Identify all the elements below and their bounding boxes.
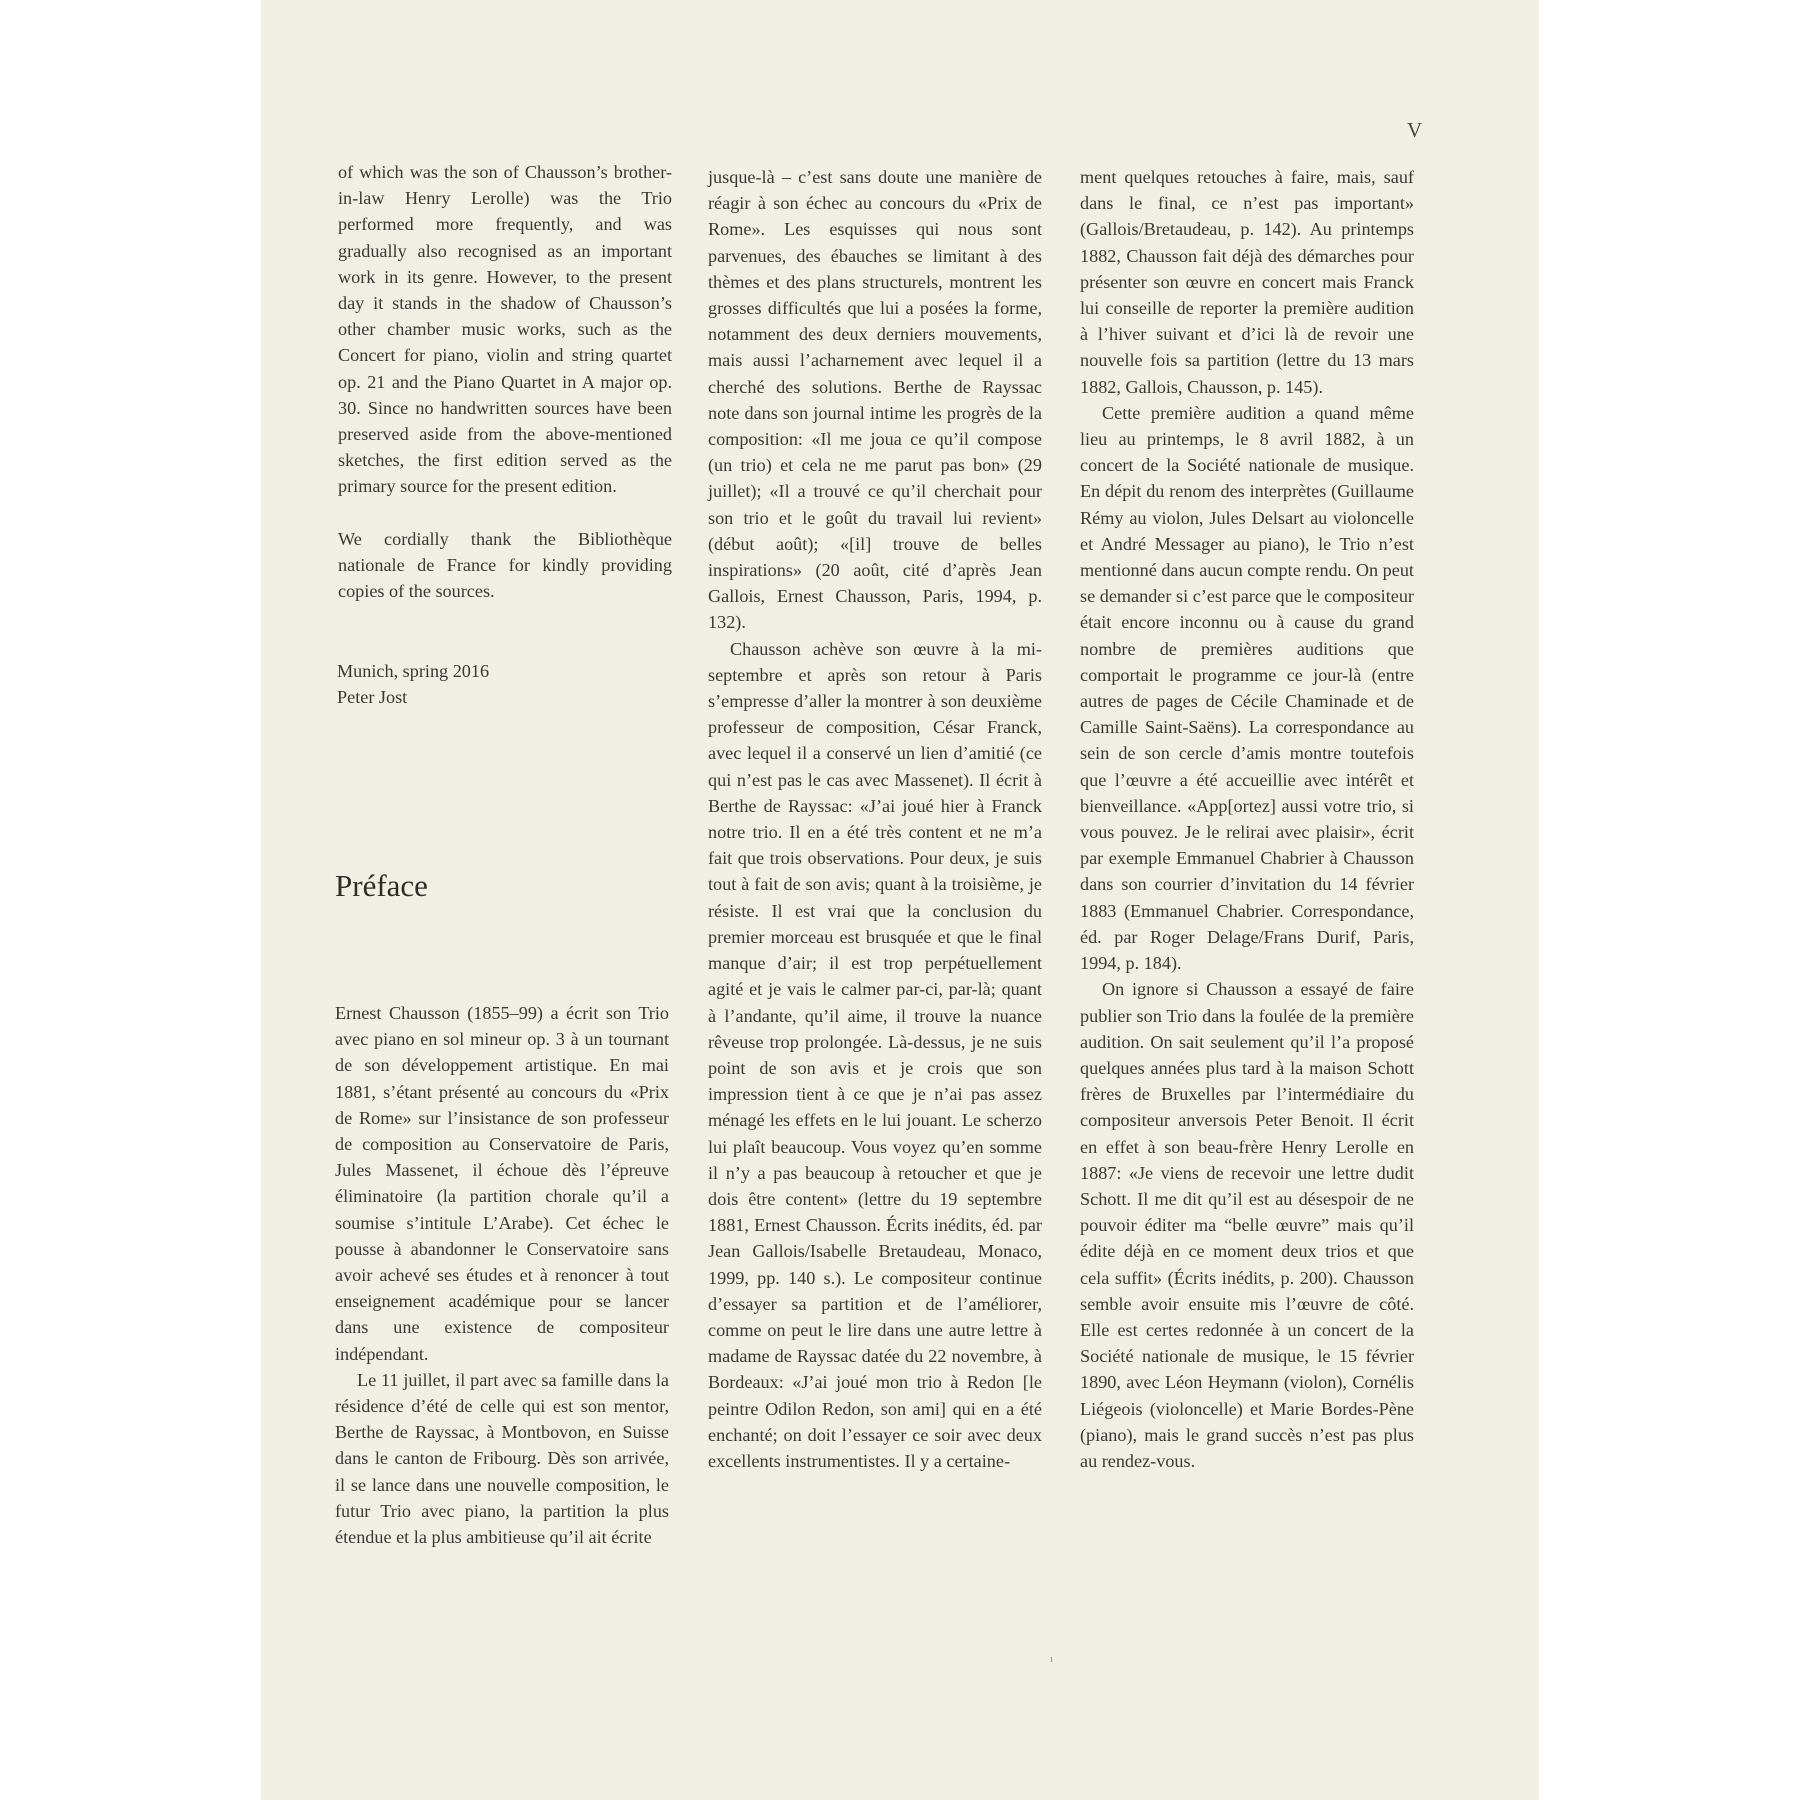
preface-paragraph: Chausson achève son œuvre à la mi-septembre et après son retour à Paris s’empresse d’aller la montrer à son deuxième professeur de composition, César Franck, avec lequel il a conservé un lien d’amitié (ce qui n’est pas le cas avec Massenet). Il écrit à Berthe de Rayssac: «J’ai joué hier à Franck notre trio. Il en a été très content et ne m’a fait que trois observations. Pour deux, je suis tout à fait de son avis; quant à la troisième, je résiste. Il est vrai que la conclusion du premier morceau est brusquée et que le final manque d’air; il est trop perpétuellement agité et je vais le calmer par-ci, par-là; quant à l’andante, qu’il aime, il trouve la nuance rêveuse trop prolongée. Là-dessus, je ne suis point de son avis et je crois que son impression tient à ce que je n’ai pas assez ménagé les effets en le lui jouant. Le scherzo lui plaît beaucoup. Vous voyez qu’en somme il n’y a pas beaucoup à retoucher et que je dois être content» (lettre du 19 septembre 1881, Ernest Chausson. Écrits inédits, éd. par Jean Gallois/Isabelle Bretaudeau, Monaco, 1999, pp. 140 s.). Le compositeur continue d’essayer sa partition et de l’améliorer, comme on peut le lire dans une autre lettre à madame de Rayssac datée du 22 novembre, à Bordeaux: «J’ai joué mon trio à Redon [le peintre Odilon Redon, son ami] qui en a été enchanté; on doit l’essayer ce soir avec deux excellents instrumentistes. Il y a certaine- [708, 638, 1042, 1471]
page-number: V [1407, 118, 1423, 142]
signature-place-date: Munich, spring 2016 [337, 661, 490, 681]
preface-paragraph: Cette première audition a quand même lieu au printemps, le 8 avril 1882, à un concert de la Société nationale de musique. En dépit du renom des interprètes (Guillaume Rémy au violon, Jules Delsart au violoncelle et André Messager au piano), le Trio n’est mentionné dans aucun compte rendu. On peut se demander si c’est parce que le compositeur était encore inconnu ou à cause du grand nombre de premières auditions que comportait le programme ce jour-là (entre autres de pages de Cécile Chaminade et de Camille Saint-Saëns). La correspondance au sein de son cercle d’amis montre toutefois que l’œuvre a été accueillie avec intérêt et bienveillance. «App[ortez] aussi votre trio, si vous pouvez. Je le relirai avec plaisir», écrit par exemple Emmanuel Chabrier à Chausson dans son courrier d’invitation du 14 février 1883 (Emmanuel Chabrier. Correspondance, éd. par Roger Delage/Frans Durif, Paris, 1994, p. 184). [1080, 402, 1414, 974]
preface-column-1 [335, 1000, 669, 1550]
preface-column-2 [708, 164, 1042, 1474]
english-text-column [338, 159, 672, 604]
signature-author: Peter Jost [337, 687, 408, 708]
preface-paragraph: On ignore si Chausson a essayé de faire publier son Trio dans la foulée de la première audition. On sait seulement qu’il l’a proposé quelques années plus tard à la maison Schott frères de Bruxelles par l’intermédiaire du compositeur anversois Peter Benoit. Il écrit en effet à son beau-frère Henry Lerolle en 1887: «Je viens de recevoir une lettre dudit Schott. Il me dit qu’il est au désespoir de ne pouvoir éditer ma “belle œuvre” mais qu’il édite déjà en ce moment deux trios et que cela suffit» (Écrits inédits, p. 200). Chausson semble avoir ensuite mis l’œuvre de côté. Elle est certes redonnée à un concert de la Société nationale de musique, le 15 février 1890, avec Léon Heymann (violon), Cornélis Liégeois (violoncelle) et Marie Bordes-Pène (piano), mais le grand succès n’est pas plus au rendez-vous. [1080, 979, 1414, 1471]
english-paragraph: of which was the son of Chausson’s brother-in-law Henry Lerolle) was the Trio performed more frequently, and was gradually also recognised as an important work in its genre. However, to the present day it stands in the shadow of Chausson’s other chamber music works, such as the Concert for piano, violin and string quartet op. 21 and the Piano Quartet in A major op. 30. Since no handwritten sources have been preserved aside from the above-mentioned sketches, the first edition served as the primary source for the present edition. [338, 162, 672, 497]
acknowledgement-paragraph: We cordially thank the Bibliothèque nationale de France for kindly providing copies of the sources. [338, 528, 672, 602]
preface-heading: Préface [335, 868, 428, 903]
preface-paragraph: ment quelques retouches à faire, mais, sauf dans le final, ce n’est pas important» (Gallois/Bretaudeau, p. 142). Au printemps 1882, Chausson fait déjà des démarches pour présenter son œuvre en concert mais Franck lui conseille de reporter la première audition à l’hiver suivant et d’ici là de revoir une nouvelle fois sa partition (lettre du 13 mars 1882, Gallois, Chausson, p. 145). [1080, 167, 1414, 397]
preface-paragraph: Le 11 juillet, il part avec sa famille dans la résidence d’été de celle qui est son mentor, Berthe de Rayssac, à Montbovon, en Suisse dans le canton de Fribourg. Dès son arrivée, il se lance dans une nouvelle composition, le futur Trio avec piano, la partition la plus étendue et la plus ambitieuse qu’il ait écrite [335, 1369, 669, 1548]
signature-block [337, 658, 489, 710]
preface-paragraph: Ernest Chausson (1855–99) a écrit son Trio avec piano en sol mineur op. 3 à un tournant de son développement artistique. En mai 1881, s’étant présenté au concours du «Prix de Rome» sur l’insistance de son professeur de composition au Conservatoire de Paris, Jules Massenet, il échoue dès l’épreuve éliminatoire (la partition chorale qu’il a soumise s’intitule L’Arabe). Cet échec le pousse à abandonner le Conservatoire sans avoir achevé ses études et à renoncer à tout enseignement académique pour se lancer dans une existence de compositeur indépendant. [335, 1003, 669, 1364]
preface-paragraph: jusque-là – c’est sans doute une manière de réagir à son échec au concours du «Prix de Rome». Les esquisses qui nous sont parvenues, des ébauches se limitant à des thèmes et des plans structurels, montrent les grosses difficultés que lui a posées la forme, notamment des deux derniers mouvements, mais aussi l’acharnement avec lequel il a cherché des solutions. Berthe de Rayssac note dans son journal intime les progrès de la composition: «Il me joua ce qu’il compose (un trio) et cela ne me parut pas bon» (29 juillet); «Il a trouvé ce qu’il cherchait pour son trio et le goût du travail lui revient» (début août); «[il] trouve de belles inspirations» (20 août, cité d’après Jean Gallois, Ernest Chausson, Paris, 1994, p. 132). [708, 167, 1042, 633]
print-mark: ı [1050, 1654, 1053, 1665]
preface-column-3 [1080, 164, 1414, 1474]
